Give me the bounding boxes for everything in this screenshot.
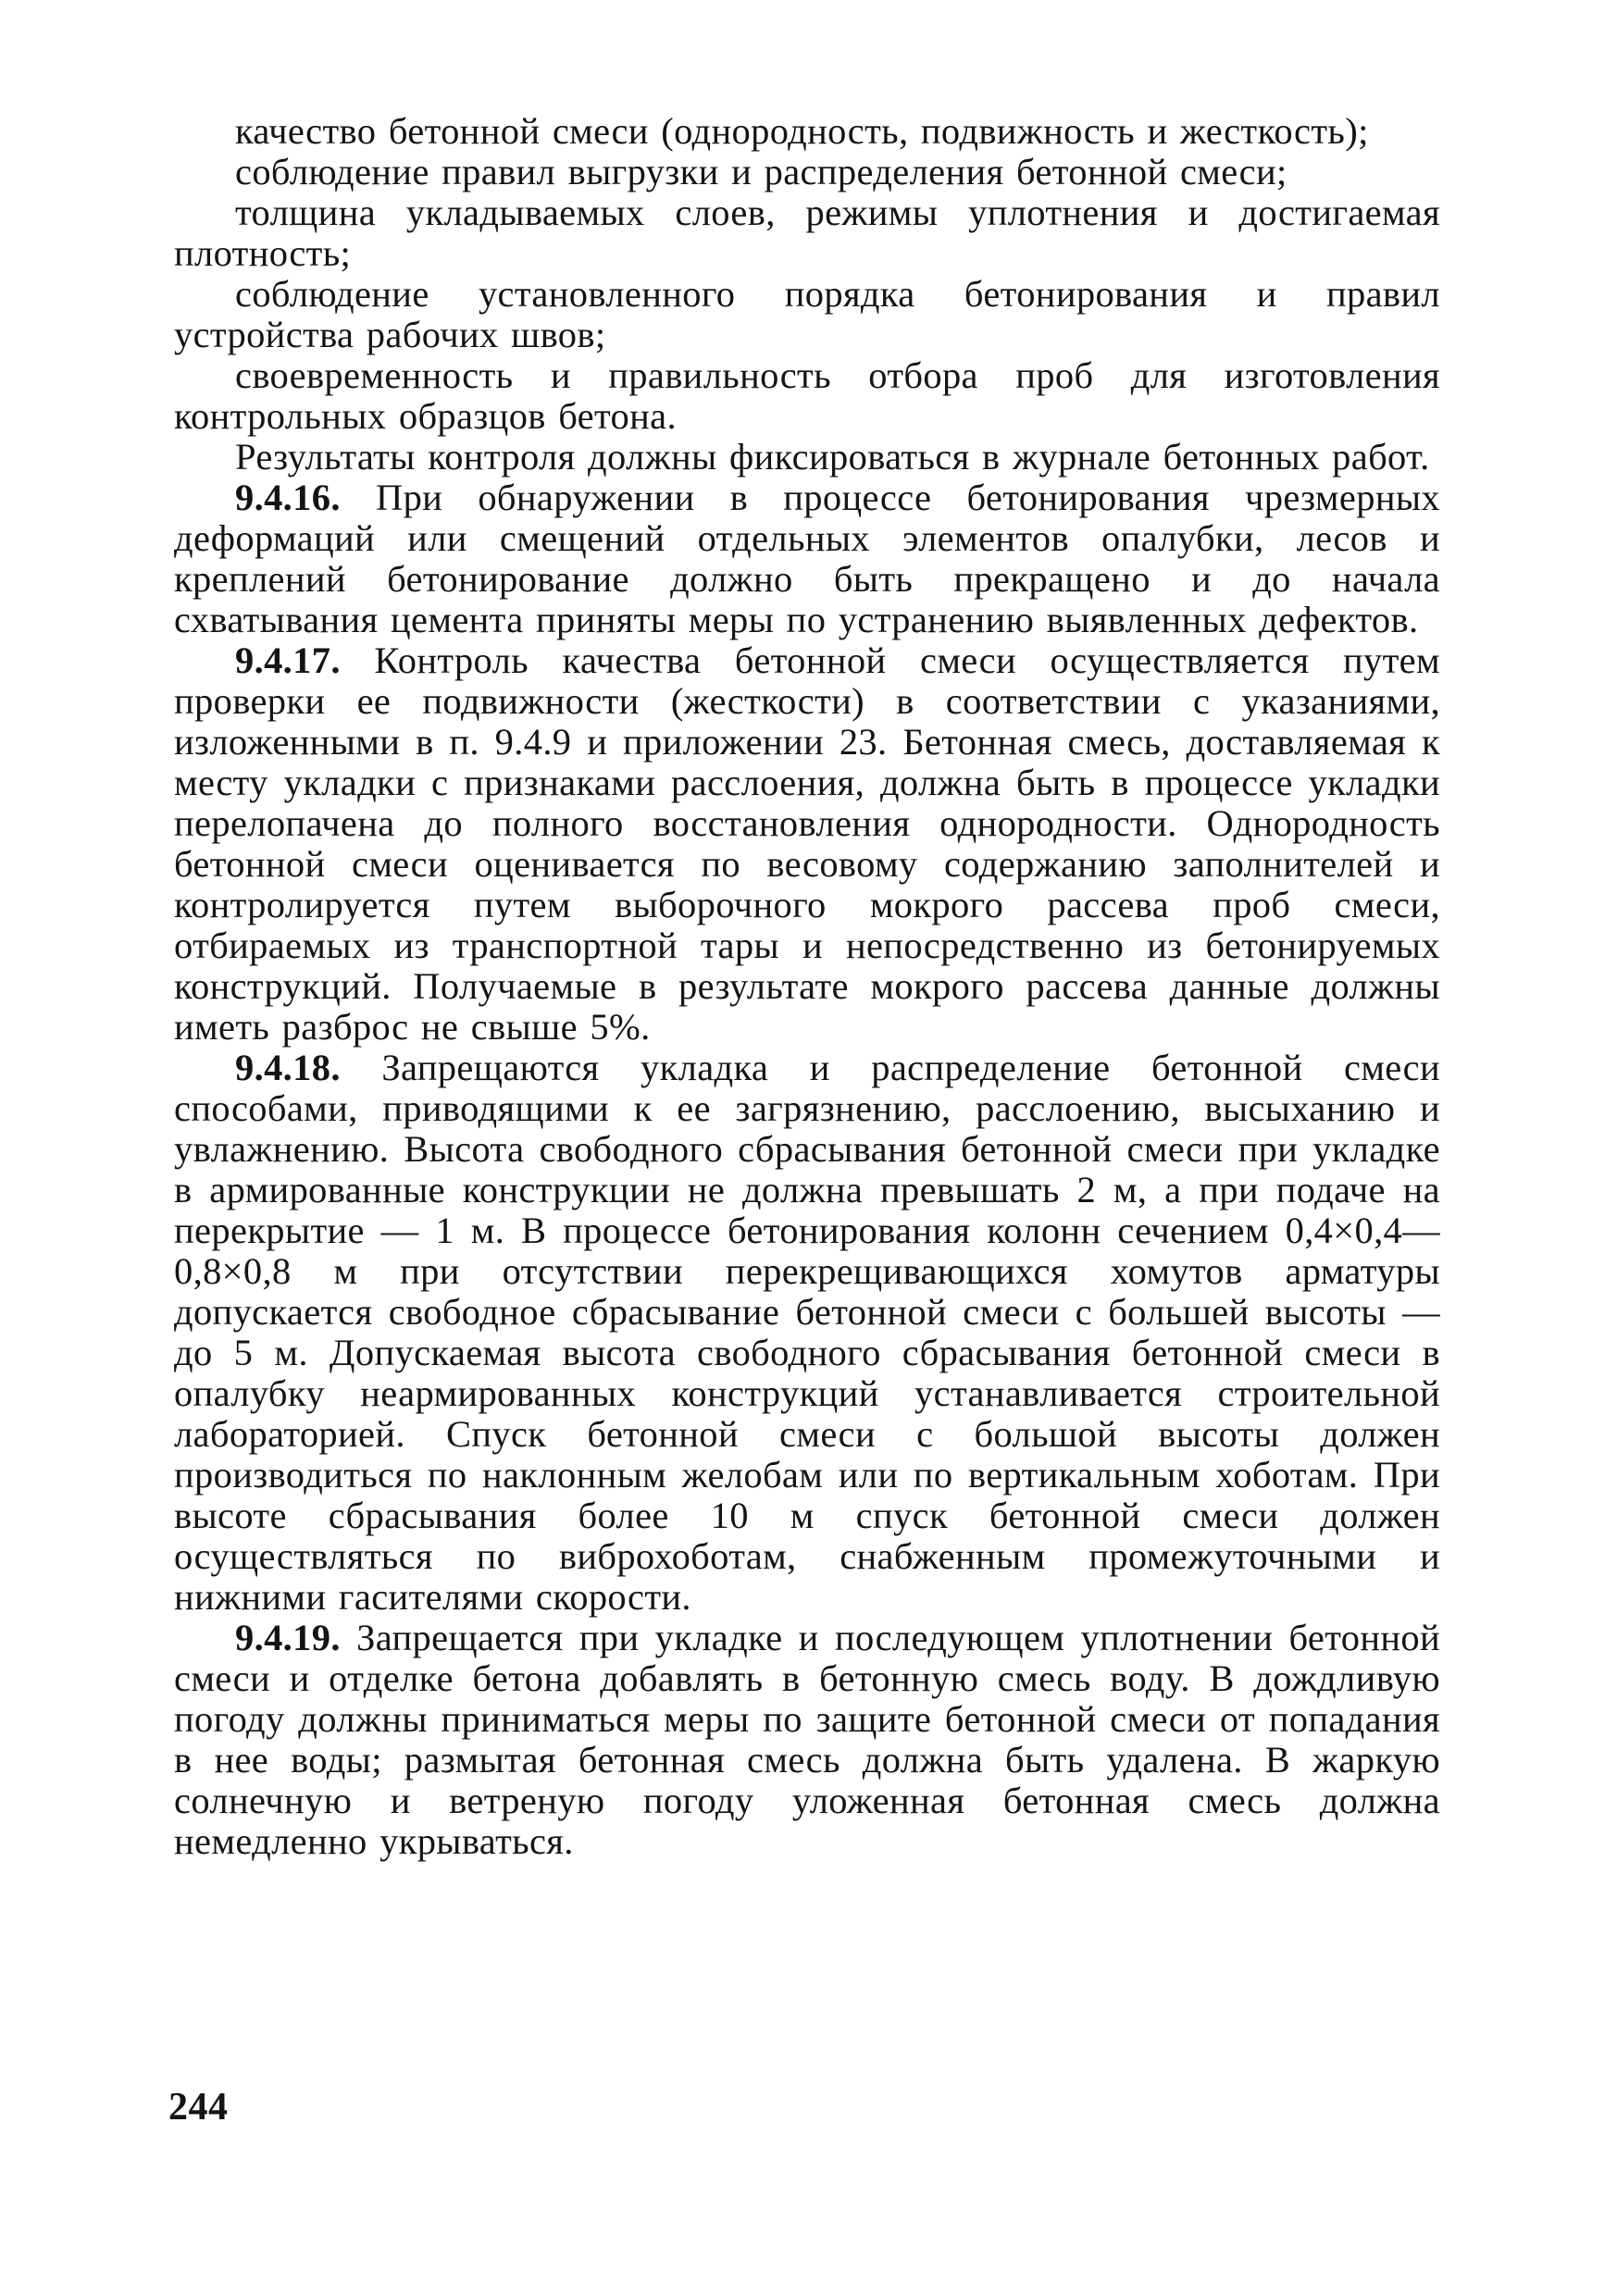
- paragraph-text: Результаты контроля должны фиксироваться в журнале бетонных работ.: [235, 436, 1430, 478]
- page-text-block: [174, 111, 1440, 1862]
- section-number: 9.4.19.: [235, 1617, 341, 1658]
- section-number: 9.4.18.: [235, 1047, 341, 1088]
- paragraph-concrete-quality: [174, 111, 1440, 152]
- section-9-4-19: [174, 1618, 1440, 1862]
- page-number: 244: [168, 2086, 229, 2128]
- paragraph-layer-thickness: [174, 192, 1440, 274]
- section-text: Запрещаются укладка и распределение бетонной смеси способами, приводящими к ее загрязнению, расслоению, высыханию и увлажнению. Высота свободного сбрасывания бетонной смеси при укладке в армированные конструкции не должна превышать 2 м, а при подаче на перекрытие — 1 м. В процессе бетонирования колонн сечением 0,4×0,4—0,8×0,8 м при отсутствии перекрещивающихся хомутов арматуры допускается свободное сбрасывание бетонной смеси с большей высоты — до 5 м. Допускаемая высота свободного сбрасывания бетонной смеси в опалубку неармированных конструкций устанавливается строительной лабораторией. Спуск бетонной смеси с большой высоты должен производиться по наклонным желобам или по вертикальным хоботам. При высоте сбрасывания более 10 м спуск бетонной смеси должен осуществляться по виброхоботам, снабженным промежуточными и нижними гасителями скорости.: [174, 1047, 1440, 1618]
- paragraph-text: качество бетонной смеси (однородность, подвижность и жесткость);: [235, 110, 1369, 152]
- paragraph-text: соблюдение правил выгрузки и распределения бетонной смеси;: [235, 151, 1287, 192]
- paragraph-sampling: [174, 355, 1440, 437]
- paragraph-control-results: [174, 437, 1440, 478]
- paragraph-concreting-order: [174, 274, 1440, 355]
- paragraph-text: соблюдение установленного порядка бетонирования и правил устройства рабочих швов;: [174, 273, 1440, 355]
- section-text: Запрещается при укладке и последующем уплотнении бетонной смеси и отделке бетона добавлять в бетонную смесь воду. В дождливую погоду должны приниматься меры по защите бетонной смеси от попадания в нее воды; размытая бетонная смесь должна быть удалена. В жаркую солнечную и ветреную погоду уложенная бетонная смесь должна немедленно укрываться.: [174, 1617, 1440, 1862]
- section-number: 9.4.17.: [235, 639, 341, 681]
- section-number: 9.4.16.: [235, 477, 341, 518]
- section-9-4-17: [174, 640, 1440, 1048]
- paragraph-text: своевременность и правильность отбора проб для изготовления контрольных образцов бетона.: [174, 354, 1440, 437]
- paragraph-text: толщина укладываемых слоев, режимы уплотнения и достигаемая плотность;: [174, 192, 1440, 274]
- section-text: Контроль качества бетонной смеси осуществляется путем проверки ее подвижности (жесткости) в соответствии с указаниями, изложенными в п. 9.4.9 и приложении 23. Бетонная смесь, доставляемая к месту укладки с признаками расслоения, должна быть в процессе укладки перелопачена до полного восстановления однородности. Однородность бетонной смеси оценивается по весовому содержанию заполнителей и контролируется путем выборочного мокрого рассева проб смеси, отбираемых из транспортной тары и непосредственно из бетонируемых конструкций. Получаемые в результате мокрого рассева данные должны иметь разброс не свыше 5%.: [174, 639, 1440, 1048]
- section-9-4-16: [174, 478, 1440, 640]
- section-9-4-18: [174, 1048, 1440, 1618]
- paragraph-unloading-rules: [174, 152, 1440, 192]
- section-text: При обнаружении в процессе бетонирования чрезмерных деформаций или смещений отдельных элементов опалубки, лесов и креплений бетонирование должно быть прекращено и до начала схватывания цемента приняты меры по устранению выявленных дефектов.: [174, 477, 1440, 640]
